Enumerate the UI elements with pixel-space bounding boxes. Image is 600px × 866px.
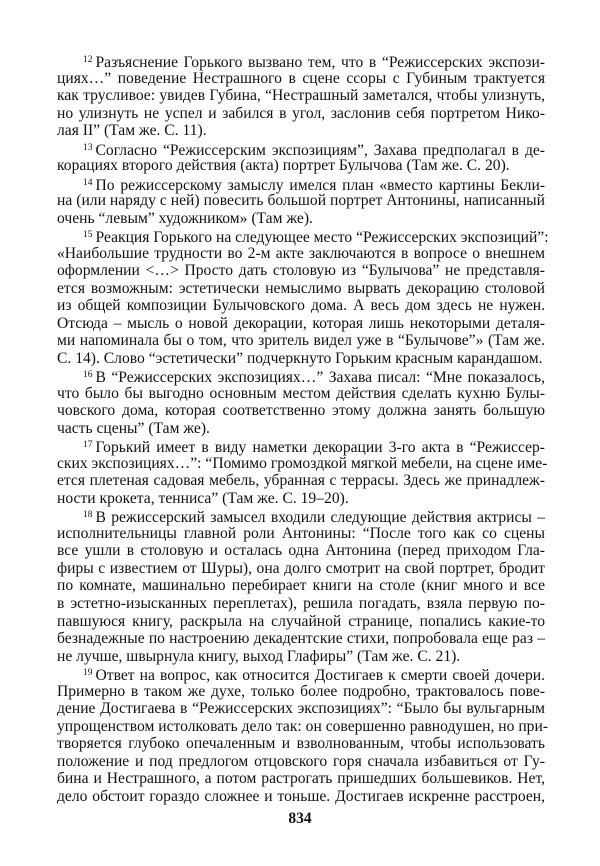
footnote-text: Разъяснение Горького вызвано тем, что в “Режиссерских экспози- <box>95 54 545 71</box>
footnote-16-line <box>57 420 545 438</box>
footnote-text: «Наибольшие трудности во 2-м акте заключаются в вопросе о внешнем <box>57 244 545 262</box>
footnote-17-line <box>57 472 545 490</box>
footnote-18-line <box>57 542 545 560</box>
footnote-text: бина и Нестрашного, а потом растрогать пришедших большевиков. Нет, <box>57 770 545 788</box>
footnote-18-line <box>57 525 545 543</box>
footnote-15-line <box>57 262 545 280</box>
footnotes-body <box>57 52 549 805</box>
footnote-14-line <box>57 210 545 228</box>
footnote-text: из общей композиции Булычовского дома. А весь дом здесь не нужен. <box>57 297 545 315</box>
footnote-text: очень “левым” художником» (Там же). <box>57 209 313 227</box>
footnote-text: ми напоминала бы о том, что зритель видел уже в “Булычове”» (Там же. <box>57 332 545 350</box>
footnote-text: Примерно в таком же духе, только более подробно, трактовалось пове- <box>57 682 545 700</box>
footnote-12-line <box>57 122 545 140</box>
footnote-16-line <box>57 402 545 420</box>
footnote-17-line <box>57 454 548 473</box>
footnote-text: ется плетеная садовая мебель, убранная с террасы. Здесь же принадлеж- <box>57 472 545 490</box>
footnote-13-line <box>57 140 545 158</box>
footnote-text: часть сцены” (Там же). <box>57 419 210 437</box>
footnote-text: ется возможным: эстетически немыслимо вырвать декорацию столовой <box>57 279 545 297</box>
footnote-text: оформлении <…> Просто дать столовую из “Булычова” не представля- <box>57 262 545 280</box>
footnote-19-line <box>57 770 545 788</box>
footnote-text: Отсюда – мысль о новой декорации, которая лишь некоторыми деталя- <box>57 314 545 332</box>
footnote-16-line <box>57 385 545 403</box>
footnote-number: 14 <box>83 177 93 188</box>
footnote-12-line <box>57 70 545 88</box>
footnote-number: 13 <box>83 142 93 153</box>
footnote-19-line <box>57 788 545 806</box>
footnote-text: в эстетно-изысканных переплетах), решила погадать, взяла первую по- <box>57 594 545 612</box>
footnote-18-line <box>57 613 545 631</box>
footnote-17-line <box>57 490 545 508</box>
footnote-text: дело обстоит гораздо сложнее и тоньше. Достигаев искренне расстроен, <box>57 787 545 805</box>
footnote-number: 18 <box>83 510 93 521</box>
footnote-text: По режиссерскому замыслу имелся план «вместо картины Бекли- <box>95 176 545 194</box>
footnote-text: В режиссерский замысел входили следующие действия актрисы – <box>95 509 545 527</box>
footnote-19-line <box>57 717 549 736</box>
footnote-text: по комнате, машинально перебирает книги на столе (книг много и все <box>57 577 545 595</box>
footnote-18-line <box>57 630 545 648</box>
footnote-text: павшуюся книгу, раскрыла на случайной странице, попались какие-то <box>57 612 545 630</box>
footnote-text: не лучше, швырнула книгу, выход Глафиры” (Там же. С. 21). <box>57 647 461 665</box>
footnote-15-line <box>57 350 545 368</box>
footnote-text: човского дома, которая соответственно этому должна занять большую <box>57 402 545 420</box>
footnote-15-line <box>57 280 545 298</box>
footnote-14-line <box>57 192 545 210</box>
footnote-18-line <box>57 560 545 578</box>
footnote-text: творяется глубоко опечаленным и взволнованным, чтобы использовать <box>57 735 545 753</box>
footnote-text: фиры с известием от Шуры), она долго смотрит на свой портрет, бродит <box>57 559 545 577</box>
footnote-text: Согласно “Режиссерским экспозициям”, Захава предполагал в де- <box>95 141 545 159</box>
footnote-text: ских экспозициях…”: “Помимо громоздкой мягкой мебели, на сцене име- <box>57 454 548 472</box>
footnote-number: 12 <box>83 55 93 65</box>
footnote-text: безнадежные по настроению декадентские стихи, попробовала еще раз – <box>57 630 545 648</box>
footnote-15-line <box>57 332 545 350</box>
footnote-text: но улизнуть не успел и забился в угол, заслонив себя портретом Нико- <box>57 104 545 122</box>
footnote-15-line <box>57 297 545 315</box>
footnote-18-line <box>57 595 545 613</box>
footnote-text: как трусливое: увидев Губина, “Нестрашный заметался, чтобы улизнуть, <box>57 87 545 105</box>
footnote-number: 15 <box>83 230 93 241</box>
footnote-19-line <box>57 735 545 753</box>
footnote-text: исполнительницы главной роли Антонины: “После того как со сцены <box>57 524 545 542</box>
footnote-text: В “Режиссерских экспозициях…” Захава писал: “Мне показалось, <box>95 369 545 387</box>
footnote-14-line <box>57 175 545 193</box>
footnote-text: циях…” поведение Нестрашного в сцене ссоры с Губиным трактуется <box>57 69 545 87</box>
page-number: 834 <box>288 810 312 827</box>
footnote-text: С. 14). Слово “эстетически” подчеркнуто Горьким красным карандашом. <box>57 349 543 367</box>
footnote-16-line <box>57 367 545 385</box>
footnote-number: 19 <box>83 668 93 679</box>
footnote-text: Реакция Горького на следующее место “Режиссерских экспозиций”: <box>95 229 549 247</box>
footnote-text: положение и под предлогом отцовского горя сначала избавиться от Гу- <box>57 752 545 770</box>
footnote-number: 16 <box>83 370 93 381</box>
footnote-text: Ответ на вопрос, как относится Достигаев к смерти своей дочери. <box>95 667 545 685</box>
footnote-text: ности крокета, тенниса” (Там же. С. 19–20). <box>57 489 349 507</box>
footnote-18-line <box>57 507 545 525</box>
footnote-text: Горький имеет в виду наметки декорации 3-го акта в “Режиссер- <box>95 439 545 457</box>
footnote-18-line <box>57 577 545 595</box>
footnote-text: лая II” (Там же. С. 11). <box>57 122 207 140</box>
footnote-12-line <box>57 105 545 123</box>
footnote-number: 17 <box>83 440 93 451</box>
footnote-15-line <box>57 245 545 263</box>
footnote-text: на (или наряду с ней) повесить большой портрет Антонины, написанный <box>57 192 545 210</box>
footnote-19-line <box>57 683 545 701</box>
footnote-12-line <box>57 87 545 105</box>
footnote-18-line <box>57 648 545 666</box>
footnote-15-line <box>57 315 545 333</box>
footnote-text: корациях второго действия (акта) портрет Булычова (Там же. С. 20). <box>57 157 510 175</box>
footnote-13-line <box>57 157 545 175</box>
footnote-text: дение Достигаева в “Режиссерских экспозициях”: “Было бы вульгарным <box>57 700 545 718</box>
footnote-19-line <box>57 700 545 718</box>
footnote-19-line <box>57 665 545 683</box>
footnote-19-line <box>57 753 545 771</box>
footnote-text: все ушли в столовую и осталась одна Антонина (перед приходом Гла- <box>57 542 545 560</box>
footnote-text: что было бы выгодно основным местом действия сделать кухню Булы- <box>57 384 545 402</box>
footnote-15-line <box>57 227 549 247</box>
footnote-17-line <box>57 437 545 455</box>
footnote-12-line <box>57 52 545 70</box>
footnote-text: упрощенством истолковать дело так: он совершенно равнодушен, но при- <box>57 717 549 735</box>
